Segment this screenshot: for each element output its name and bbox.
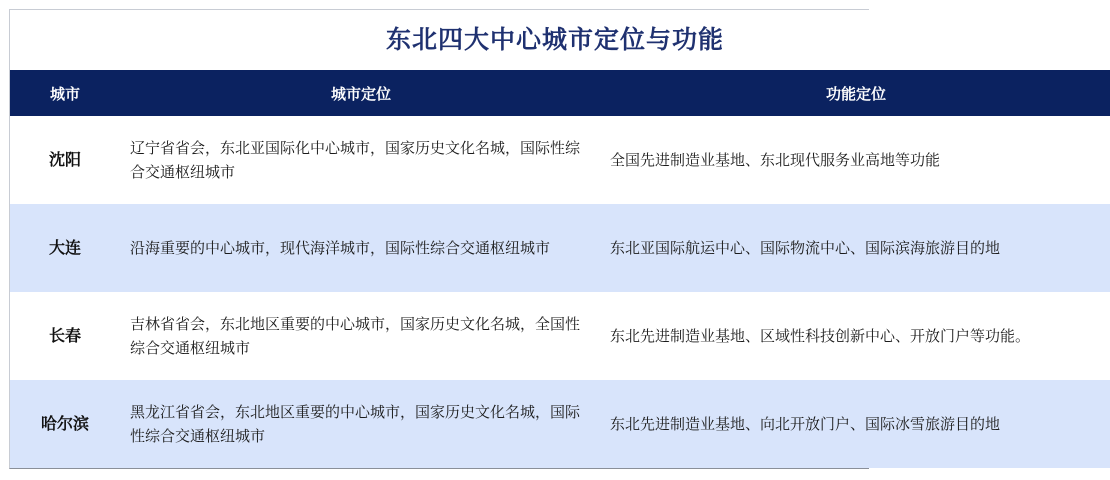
city-function-cell: 东北先进制造业基地、区域性科技创新中心、开放门户等功能。 — [602, 292, 1110, 380]
table-header-row — [10, 70, 1110, 116]
table-row — [10, 380, 1110, 468]
column-header-position: 城市定位 — [120, 70, 602, 116]
column-header-function: 功能定位 — [602, 70, 1110, 116]
table-frame — [9, 9, 1031, 469]
city-name-cell: 沈阳 — [10, 116, 120, 204]
table-row — [10, 292, 1110, 380]
table-row — [10, 116, 1110, 204]
city-table — [10, 70, 1110, 468]
page-title: 东北四大中心城市定位与功能 — [385, 25, 724, 54]
city-name-cell: 长春 — [10, 292, 120, 380]
city-function-cell: 东北亚国际航运中心、国际物流中心、国际滨海旅游目的地 — [602, 204, 1110, 292]
city-function-cell: 东北先进制造业基地、向北开放门户、国际冰雪旅游目的地 — [602, 380, 1110, 468]
city-name-cell: 哈尔滨 — [10, 380, 120, 468]
city-position-cell: 沿海重要的中心城市，现代海洋城市，国际性综合交通枢纽城市 — [120, 204, 602, 292]
table-row — [10, 204, 1110, 292]
city-function-cell: 全国先进制造业基地、东北现代服务业高地等功能 — [602, 116, 1110, 204]
city-name-cell: 大连 — [10, 204, 120, 292]
city-position-cell: 吉林省省会，东北地区重要的中心城市，国家历史文化名城，全国性综合交通枢纽城市 — [120, 292, 602, 380]
column-header-city: 城市 — [10, 70, 120, 116]
city-position-cell: 黑龙江省省会，东北地区重要的中心城市，国家历史文化名城，国际性综合交通枢纽城市 — [120, 380, 602, 468]
city-position-cell: 辽宁省省会，东北亚国际化中心城市，国家历史文化名城，国际性综合交通枢纽城市 — [120, 116, 602, 204]
